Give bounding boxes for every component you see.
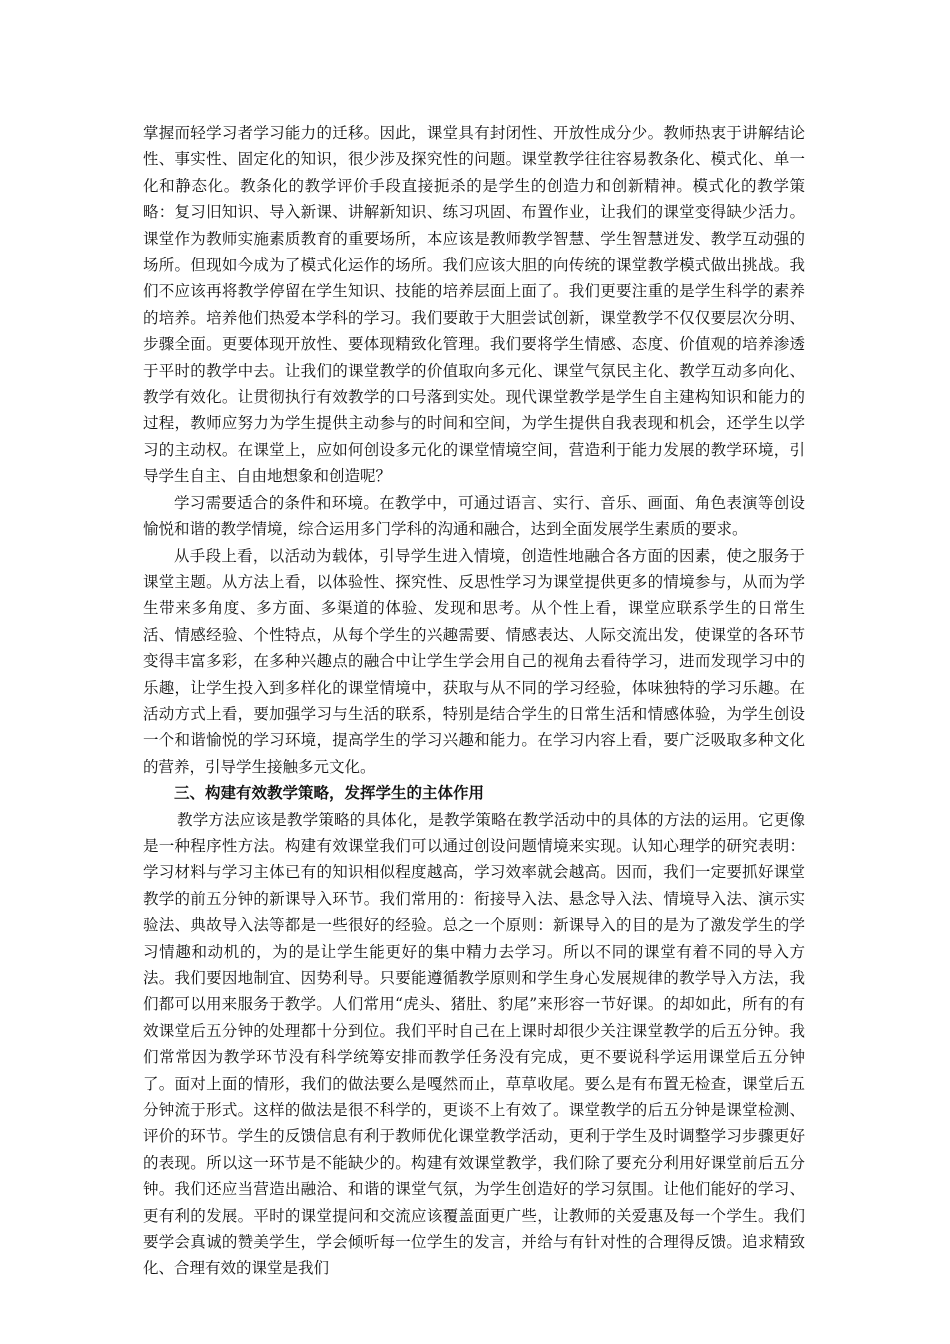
paragraph-continuation: 掌握而轻学习者学习能力的迁移。因此，课堂具有封闭性、开放性成分少。教师热衷于讲解结论性、事实性、固定化的知识，很少涉及探究性的问题。课堂教学往往容易教条化、模式化、单一化和静态化。教条化的教学评价手段直接扼杀的是学生的创造力和创新精神。模式化的教学策略：复习旧知识、导入新课、讲解新知识、练习巩固、布置作业，让我们的课堂变得缺少活力。课堂作为教师实施素质教育的重要场所，本应该是教师教学智慧、学生智慧迸发、教学互动强的场所。但现如今成为了模式化运作的场所。我们应该大胆的向传统的课堂教学模式做出挑战。我们不应该再将教学停留在学生知识、技能的培养层面上面了。我们更要注重的是学生科学的素养的培养。培养他们热爱本学科的学习。我们要敢于大胆尝试创新，课堂教学不仅仅要层次分明、步骤全面。更要体现开放性、要体现精致化管理。我们要将学生情感、态度、价值观的培养渗透于平时的教学中去。让我们的课堂教学的价值取向多元化、课堂气氛民主化、教学互动多向化、教学有效化。让贯彻执行有效教学的口号落到实处。现代课堂教学是学生自主建构知识和能力的过程，教师应努力为学生提供主动参与的时间和空间，为学生提供自我表现和机会，还学生以学习的主动权。在课堂上，应如何创设多元化的课堂情境空间，营造利于能力发展的教学环境，引导学生自主、自由地想象和创造呢？ [143, 124, 805, 486]
paragraph-methods: 从手段上看，以活动为载体，引导学生进入情境，创造性地融合各方面的因素，使之服务于课堂主题。从方法上看，以体验性、探究性、反思性学习为课堂提供更多的情境参与，从而为学生带来多角度、多方面、多渠道的体验、发现和思考。从个性上看，课堂应联系学生的日常生活、情感经验、个性特点，从每个学生的兴趣需要、情感表达、人际交流出发，使课堂的各环节变得丰富多彩，在多种兴趣点的融合中让学生学会用自己的视角去看待学习，进而发现学习中的乐趣，让学生投入到多样化的课堂情境中，获取与从不同的学习经验，体味独特的学习乐趣。在活动方式上看，要加强学习与生活的联系，特别是结合学生的日常生活和情感体验，为学生创设一个和谐愉悦的学习环境，提高学生的学习兴趣和能力。在学习内容上看，要广泛吸取多种文化的营养，引导学生接触多元文化。 [143, 546, 805, 776]
document-page [143, 120, 805, 1282]
paragraph-learning-conditions: 学习需要适合的条件和环境。在教学中，可通过语言、实行、音乐、画面、角色表演等创设愉悦和谐的教学情境，综合运用多门学科的沟通和融合，达到全面发展学生素质的要求。 [143, 493, 805, 539]
section-heading: 三、构建有效教学策略，发挥学生的主体作用 [174, 783, 485, 803]
paragraph-teaching-strategy: 教学方法应该是教学策略的具体化，是教学策略在教学活动中的具体的方法的运用。它更像是一种程序性方法。构建有效课堂我们可以通过创设问题情境来实现。认知心理学的研究表明：学习材料与学习主体已有的知识相似程度越高，学习效率就会越高。因而，我们一定要抓好课堂教学的前五分钟的新课导入环节。我们常用的：衔接导入法、悬念导入法、情境导入法、演示实验法、典故导入法等都是一些很好的经验。总之一个原则：新课导入的目的是为了激发学生的学习情趣和动机的，为的是让学生能更好的集中精力去学习。所以不同的课堂有着不同的导入方法。我们要因地制宜、因势利导。只要能遵循教学原则和学生身心发展规律的教学导入方法，我们都可以用来服务于教学。人们常用“虎头、猪肚、豹尾”来形容一节好课。的却如此，所有的有效课堂后五分钟的处理都十分到位。我们平时自己在上课时却很少关注课堂教学的后五分钟。我们常常因为教学环节没有科学统筹安排而教学任务没有完成，更不要说科学运用课堂后五分钟了。面对上面的情形，我们的做法要么是嘎然而止，草草收尾。要么是有布置无检查，课堂后五分钟流于形式。这样的做法是很不科学的，更谈不上有效了。课堂教学的后五分钟是课堂检测、评价的环节。学生的反馈信息有利于教师优化课堂教学活动，更利于学生及时调整学习步骤更好的表现。所以这一环节是不能缺少的。构建有效课堂教学，我们除了要充分利用好课堂前后五分钟。我们还应当营造出融洽、和谐的课堂气氛，为学生创造好的学习氛围。让他们能好的学习、更有利的发展。平时的课堂提问和交流应该覆盖面更广些，让教师的关爱惠及每一个学生。我们要学会真诚的赞美学生，学会倾听每一位学生的发言，并给与有针对性的合理得反馈。追求精致化、合理有效的课堂是我们 [143, 810, 805, 1278]
